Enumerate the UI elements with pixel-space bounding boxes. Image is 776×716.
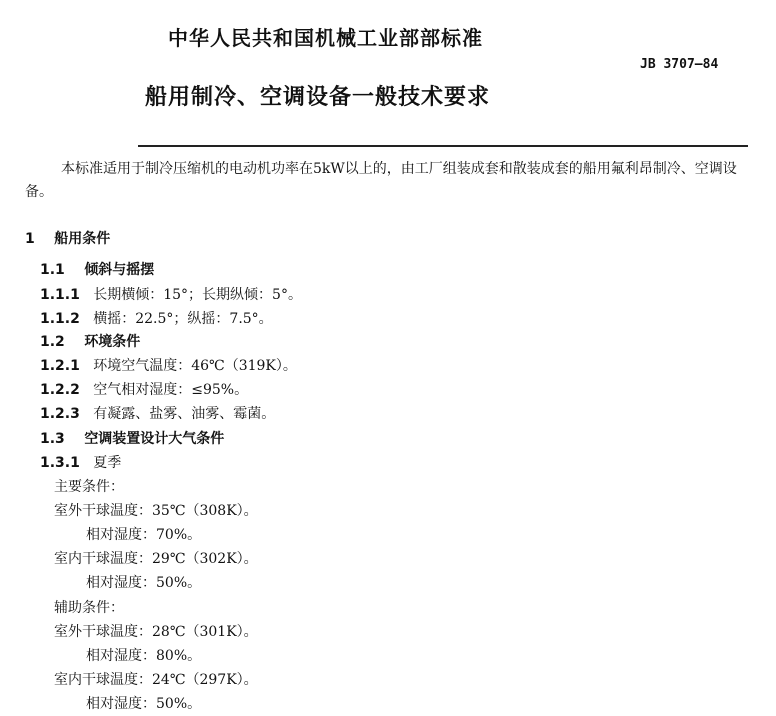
clause-1-1-1 bbox=[40, 284, 302, 304]
title-divider bbox=[138, 145, 748, 147]
clause-text: 夏季 bbox=[93, 455, 122, 471]
intro-paragraph: 本标准适用于制冷压缩机的电动机功率在5kW以上的，由工厂组装成套和散装成套的船用氟利昂制冷、空调设备。 bbox=[25, 161, 737, 200]
clause-text: 环境空气温度：46℃（319K）。 bbox=[93, 358, 297, 374]
clause-number: 1.1.1 bbox=[40, 287, 80, 303]
clause-number: 1.2.3 bbox=[40, 406, 80, 422]
main-indoor-humidity: 相对湿度：50%。 bbox=[86, 575, 202, 591]
aux-conditions-label: 辅助条件： bbox=[54, 600, 124, 616]
clause-text: 空气相对湿度：≤95%。 bbox=[93, 382, 249, 398]
section-title: 倾斜与摇摆 bbox=[84, 262, 155, 278]
clause-text: 有凝露、盐雾、油雾、霉菌。 bbox=[93, 406, 276, 422]
section-1-heading bbox=[25, 228, 110, 248]
section-1-2-heading bbox=[40, 331, 140, 351]
standard-code: JB 3707—84 bbox=[640, 57, 719, 72]
section-number: 1.3 bbox=[40, 431, 65, 447]
clause-1-2-2 bbox=[40, 379, 248, 399]
section-number: 1.2 bbox=[40, 334, 65, 350]
clause-text: 长期横倾：15°；长期纵倾：5°。 bbox=[93, 287, 302, 303]
section-title: 环境条件 bbox=[84, 334, 141, 350]
clause-number: 1.1.2 bbox=[40, 311, 80, 327]
aux-indoor-humidity: 相对湿度：50%。 bbox=[86, 696, 202, 712]
main-outdoor-dry-bulb: 室外干球温度：35℃（308K）。 bbox=[54, 503, 258, 519]
clause-1-1-2 bbox=[40, 308, 273, 328]
clause-1-2-1 bbox=[40, 355, 297, 375]
clause-number: 1.2.1 bbox=[40, 358, 80, 374]
clause-number: 1.3.1 bbox=[40, 455, 80, 471]
main-indoor-dry-bulb: 室内干球温度：29℃（302K）。 bbox=[54, 551, 258, 567]
section-number: 1.1 bbox=[40, 262, 65, 278]
clause-1-2-3 bbox=[40, 403, 275, 423]
document-title: 船用制冷、空调设备一般技术要求 bbox=[145, 85, 491, 110]
section-title: 船用条件 bbox=[54, 231, 111, 247]
section-number: 1 bbox=[25, 231, 35, 247]
section-1-3-heading bbox=[40, 428, 224, 448]
main-outdoor-humidity: 相对湿度：70%。 bbox=[86, 527, 202, 543]
main-conditions-label: 主要条件： bbox=[54, 479, 124, 495]
clause-text: 横摇：22.5°；纵摇：7.5°。 bbox=[93, 311, 273, 327]
aux-indoor-dry-bulb: 室内干球温度：24℃（297K）。 bbox=[54, 672, 258, 688]
issuing-authority: 中华人民共和国机械工业部部标准 bbox=[168, 26, 483, 50]
section-title: 空调装置设计大气条件 bbox=[84, 431, 225, 447]
clause-1-3-1 bbox=[40, 452, 121, 472]
clause-number: 1.2.2 bbox=[40, 382, 80, 398]
aux-outdoor-dry-bulb: 室外干球温度：28℃（301K）。 bbox=[54, 624, 258, 640]
section-1-1-heading bbox=[40, 259, 154, 279]
aux-outdoor-humidity: 相对湿度：80%。 bbox=[86, 648, 202, 664]
